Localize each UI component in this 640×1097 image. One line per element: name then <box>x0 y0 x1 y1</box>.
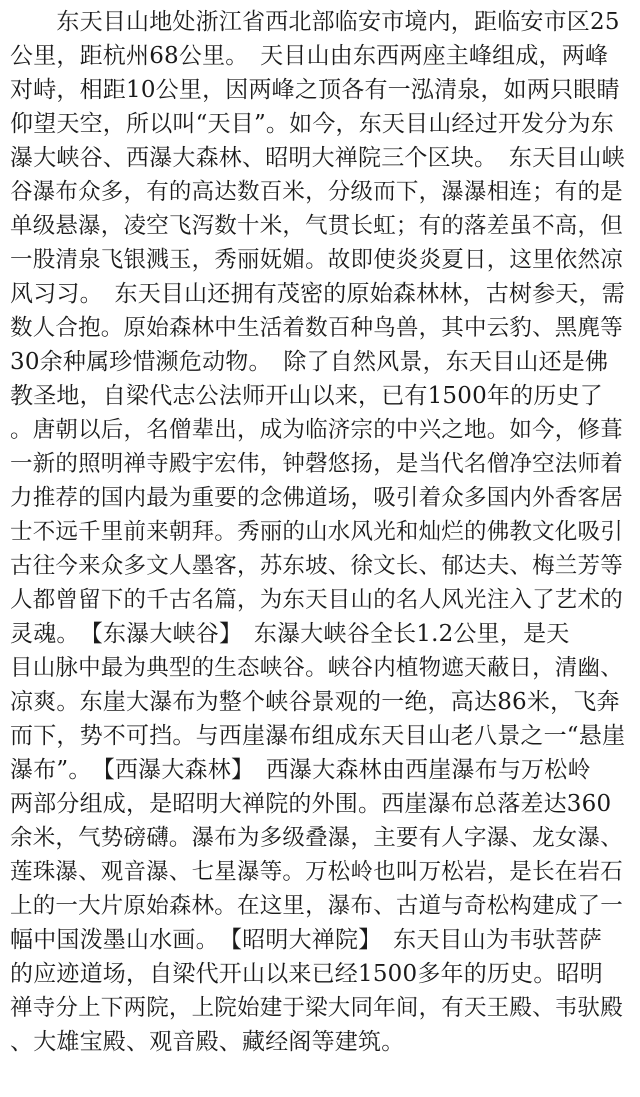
text-line: 士不远千里前来朝拜。秀丽的山水风光和灿烂的佛教文化吸引 <box>10 519 623 545</box>
text-line: 而下，势不可挡。与西崖瀑布组成东天目山老八景之一“悬崖 <box>10 723 626 749</box>
text-line: 一新的照明禅寺殿宇宏伟，钟磬悠扬，是当代名僧净空法师着 <box>10 451 623 477</box>
text-line: 幅中国泼墨山水画。 【昭明大禅院】 东天目山为韦驮菩萨 <box>10 927 602 953</box>
text-line: 东天目山地处浙江省西北部临安市境内，距临安市区25 <box>10 9 620 35</box>
text-line: 30余种属珍惜濒危动物。 除了自然风景，东天目山还是佛 <box>10 349 609 375</box>
text-line: 目山脉中最为典型的生态峡谷。峡谷内植物遮天蔽日，清幽、 <box>10 655 623 681</box>
text-line: 单级悬瀑，凌空飞泻数十米，气贯长虹；有的落差虽不高，但 <box>10 213 623 239</box>
text-line: 莲珠瀑、观音瀑、七星瀑等。万松岭也叫万松岩，是长在岩石 <box>10 859 623 885</box>
text-line: 仰望天空，所以叫“天目”。如今，东天目山经过开发分为东 <box>10 111 614 137</box>
text-line: 古往今来众多文人墨客，苏东坡、徐文长、郁达夫、梅兰芳等 <box>10 553 623 579</box>
text-line: 谷瀑布众多，有的高达数百米，分级而下，瀑瀑相连；有的是 <box>10 179 623 205</box>
text-line: 数人合抱。原始森林中生活着数百种鸟兽，其中云豹、黑麂等 <box>10 315 623 341</box>
text-line: 瀑布”。 【西瀑大森林】 西瀑大森林由西崖瀑布与万松岭 <box>10 757 591 783</box>
text-line: 对峙，相距10公里，因两峰之顶各有一泓清泉，如两只眼睛 <box>10 77 620 103</box>
text-line: 、大雄宝殿、观音殿、藏经阁等建筑。 <box>10 1029 405 1055</box>
text-line: 人都曾留下的千古名篇，为东天目山的名人风光注入了艺术的 <box>10 587 623 613</box>
text-line: 灵魂。 【东瀑大峡谷】 东瀑大峡谷全长1.2公里，是天 <box>10 621 570 647</box>
text-line: 风习习。 东天目山还拥有茂密的原始森林林，古树参天，需 <box>10 281 625 307</box>
text-line: 瀑大峡谷、西瀑大森林、昭明大禅院三个区块。 东天目山峡 <box>10 145 625 171</box>
text-line: 。唐朝以后，名僧辈出，成为临济宗的中兴之地。如今，修葺 <box>10 417 623 443</box>
text-line: 禅寺分上下两院，上院始建于梁大同年间，有天王殿、韦驮殿 <box>10 995 623 1021</box>
text-line: 的应迹道场，自梁代开山以来已经1500多年的历史。昭明 <box>10 961 603 987</box>
text-line: 两部分组成，是昭明大禅院的外围。西崖瀑布总落差达360 <box>10 791 612 817</box>
text-line: 上的一大片原始森林。在这里，瀑布、古道与奇松构建成了一 <box>10 893 623 919</box>
text-line: 凉爽。东崖大瀑布为整个峡谷景观的一绝，高达86米，飞奔 <box>10 689 620 715</box>
text-line: 一股清泉飞银溅玉，秀丽妩媚。故即使炎炎夏日，这里依然凉 <box>10 247 623 273</box>
text-line: 教圣地，自梁代志公法师开山以来，已有1500年的历史了 <box>10 383 603 409</box>
text-line: 力推荐的国内最为重要的念佛道场，吸引着众多国内外香客居 <box>10 485 623 511</box>
text-line: 余米，气势磅礴。瀑布为多级叠瀑，主要有人字瀑、龙女瀑、 <box>10 825 623 851</box>
text-line: 公里，距杭州68公里。 天目山由东西两座主峰组成，两峰 <box>10 43 609 69</box>
